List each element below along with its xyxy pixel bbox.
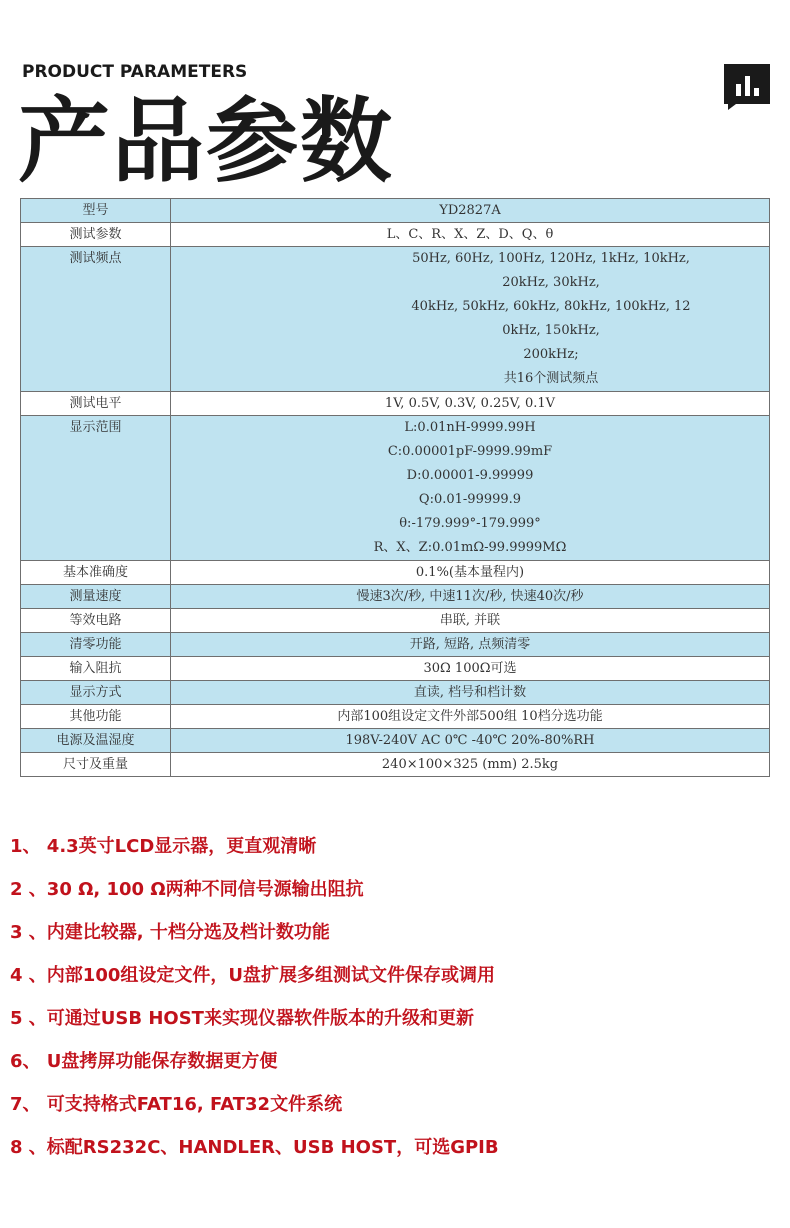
feature-item: 1、 4.3英寸LCD显示器，更直观清晰 <box>10 836 317 857</box>
range-line: Q:0.01-99999.9 <box>418 492 522 507</box>
page-eyebrow: PRODUCT PARAMETERS <box>22 62 248 82</box>
feature-item: 5 、可通过USB HOST来实现仪器软件版本的升级和更新 <box>10 1008 474 1029</box>
param-label: 测量速度 <box>21 585 171 609</box>
param-value: 直读, 档号和档计数 <box>171 681 770 705</box>
range-line: R、X、Z:0.01mΩ-99.9999MΩ <box>373 540 567 555</box>
feature-item: 8 、标配RS232C、HANDLER、USB HOST，可选GPIB <box>10 1137 499 1158</box>
table-row <box>21 392 770 416</box>
param-label: 测试电平 <box>21 392 171 416</box>
table-row <box>21 657 770 681</box>
param-value: 240×100×325 (mm) 2.5kg <box>171 753 770 777</box>
feature-item: 6、 U盘拷屏功能保存数据更方便 <box>10 1051 278 1072</box>
param-value: 0.1%(基本量程内) <box>171 561 770 585</box>
param-value <box>171 247 770 392</box>
param-value: 1V, 0.5V, 0.3V, 0.25V, 0.1V <box>171 392 770 416</box>
table-row <box>21 247 770 392</box>
table-row <box>21 585 770 609</box>
freq-line: 40kHz, 50kHz, 60kHz, 80kHz, 100kHz, 12 <box>411 299 691 314</box>
param-label: 尺寸及重量 <box>21 753 171 777</box>
feature-item: 7、 可支持格式FAT16, FAT32文件系统 <box>10 1094 343 1115</box>
param-label: 基本准确度 <box>21 561 171 585</box>
table-row <box>21 561 770 585</box>
table-row <box>21 223 770 247</box>
range-line: θ:-179.999°-179.999° <box>399 516 541 531</box>
param-label: 其他功能 <box>21 705 171 729</box>
param-label: 输入阻抗 <box>21 657 171 681</box>
feature-item: 2 、30 Ω, 100 Ω两种不同信号源输出阻抗 <box>10 879 364 900</box>
freq-line: 50Hz, 60Hz, 100Hz, 120Hz, 1kHz, 10kHz, <box>412 251 690 266</box>
freq-line: 20kHz, 30kHz, <box>502 275 600 290</box>
table-row <box>21 705 770 729</box>
param-value: 串联, 并联 <box>171 609 770 633</box>
table-row <box>21 633 770 657</box>
parameters-table <box>20 198 770 777</box>
param-label: 型号 <box>21 199 171 223</box>
table-row <box>21 753 770 777</box>
bar-chart-icon <box>724 64 770 110</box>
param-label: 电源及温湿度 <box>21 729 171 753</box>
param-label: 测试参数 <box>21 223 171 247</box>
table-row <box>21 609 770 633</box>
param-label: 等效电路 <box>21 609 171 633</box>
param-value: L、C、R、X、Z、D、Q、θ <box>171 223 770 247</box>
param-label: 显示方式 <box>21 681 171 705</box>
table-row <box>21 199 770 223</box>
range-line: L:0.01nH-9999.99H <box>404 420 536 435</box>
feature-item: 4 、内部100组设定文件，U盘扩展多组测试文件保存或调用 <box>10 965 495 986</box>
param-label: 显示范围 <box>21 416 171 561</box>
param-value: 开路, 短路, 点频清零 <box>171 633 770 657</box>
param-value: 198V-240V AC 0℃ -40℃ 20%-80%RH <box>171 729 770 753</box>
feature-list <box>10 832 780 1176</box>
freq-line: 0kHz, 150kHz, <box>502 323 600 338</box>
param-label: 测试频点 <box>21 247 171 392</box>
table-row <box>21 416 770 561</box>
range-line: D:0.00001-9.99999 <box>406 468 534 483</box>
feature-item: 3 、内建比较器, 十档分选及档计数功能 <box>10 922 330 943</box>
freq-line: 200kHz; <box>523 347 579 362</box>
table-row <box>21 681 770 705</box>
page-title: 产品参数 <box>18 88 395 195</box>
freq-line: 共16个测试频点 <box>503 371 599 386</box>
param-value: 30Ω 100Ω可选 <box>171 657 770 681</box>
range-line: C:0.00001pF-9999.99mF <box>387 444 553 459</box>
table-row <box>21 729 770 753</box>
param-value <box>171 416 770 561</box>
param-value: 慢速3次/秒, 中速11次/秒, 快速40次/秒 <box>171 585 770 609</box>
param-value: 内部100组设定文件外部500组 10档分选功能 <box>171 705 770 729</box>
param-value: YD2827A <box>171 199 770 223</box>
param-label: 清零功能 <box>21 633 171 657</box>
